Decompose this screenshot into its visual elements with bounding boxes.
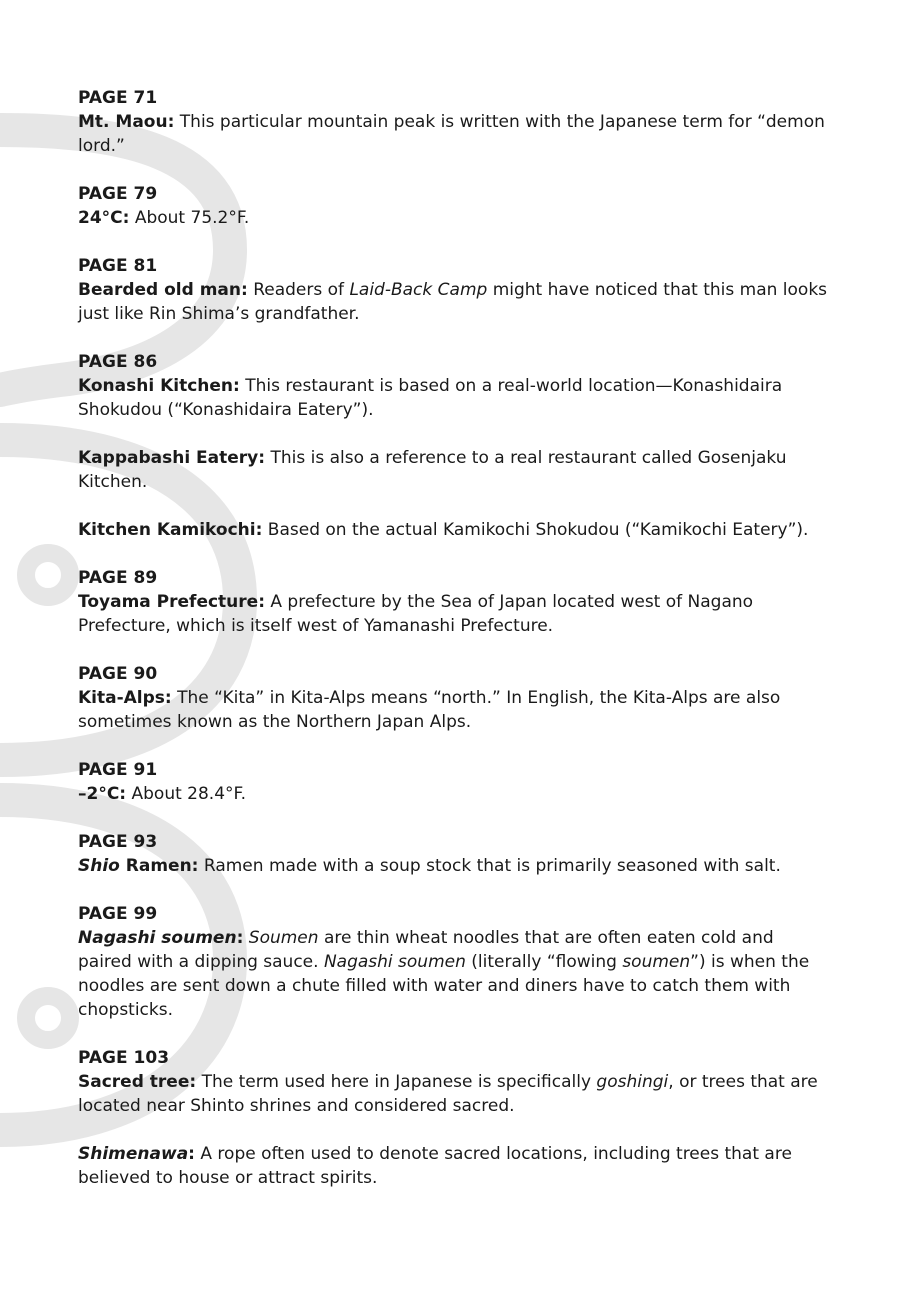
translation-note xyxy=(78,206,828,230)
note-term: Nagashi soumen xyxy=(78,928,237,948)
note-term: Kita-Alps: xyxy=(78,688,172,708)
note-italic-text: goshingi xyxy=(596,1072,669,1092)
note-section xyxy=(78,758,828,806)
note-section xyxy=(78,566,828,638)
note-term: 24°C: xyxy=(78,208,130,228)
note-italic-text: Laid-Back Camp xyxy=(349,280,488,300)
note-term: Shio xyxy=(78,856,120,876)
translation-note xyxy=(78,518,828,542)
page-number-heading: PAGE 86 xyxy=(78,352,158,372)
note-term: Toyama Prefecture: xyxy=(78,592,265,612)
page-number-heading: PAGE 91 xyxy=(78,760,158,780)
watermark-ring xyxy=(26,553,70,597)
page-number-heading: PAGE 81 xyxy=(78,256,158,276)
note-italic-text: Soumen xyxy=(248,928,319,948)
note-term: : xyxy=(188,1144,195,1164)
translation-note xyxy=(78,1142,828,1190)
note-section xyxy=(78,662,828,734)
note-text: This particular mountain peak is written with the Japanese term for “demon lord.” xyxy=(78,112,825,156)
note-text: , or trees that are located near Shinto shrines and considered sacred. xyxy=(78,1072,818,1116)
note-text: This is also a reference to a real restaurant called Gosenjaku Kitchen. xyxy=(78,448,787,492)
translation-note xyxy=(78,782,828,806)
translation-note xyxy=(78,926,828,1022)
translation-note xyxy=(78,590,828,638)
note-text: A rope often used to denote sacred locations, including trees that are believed to house or attract spirits. xyxy=(78,1144,792,1188)
note-italic-text: Nagashi soumen xyxy=(323,952,466,972)
note-text: The term used here in Japanese is specifically xyxy=(196,1072,597,1092)
translation-note xyxy=(78,1070,828,1118)
note-term: –2°C: xyxy=(78,784,127,804)
note-term: Konashi Kitchen: xyxy=(78,376,240,396)
page-number-heading: PAGE 89 xyxy=(78,568,158,588)
page-number-heading: PAGE 99 xyxy=(78,904,158,924)
note-text: A prefecture by the Sea of Japan located west of Nagano Prefecture, which is itself west of Yamanashi Prefecture. xyxy=(78,592,754,636)
note-section xyxy=(78,902,828,1022)
page-number-heading: PAGE 79 xyxy=(78,184,158,204)
note-section xyxy=(78,86,828,158)
note-term: : xyxy=(236,928,244,948)
note-text: This restaurant is based on a real-world location—Konashidaira Shokudou (“Konashidaira Eatery”). xyxy=(78,376,783,420)
note-section xyxy=(78,830,828,878)
watermark-ring xyxy=(26,996,70,1040)
translation-note xyxy=(78,278,828,326)
page-number-heading: PAGE 71 xyxy=(78,88,158,108)
note-text: Ramen made with a soup stock that is primarily seasoned with salt. xyxy=(198,856,781,876)
note-section xyxy=(78,254,828,326)
page-number-heading: PAGE 103 xyxy=(78,1048,170,1068)
note-term: Kappabashi Eatery: xyxy=(78,448,266,468)
translation-note xyxy=(78,446,828,494)
note-term: Ramen: xyxy=(119,856,199,876)
note-term: Kitchen Kamikochi: xyxy=(78,520,263,540)
note-section xyxy=(78,350,828,542)
translation-note xyxy=(78,854,828,878)
note-text: ”) is when the noodles are sent down a chute filled with water and diners have to catch them with chopsticks. xyxy=(78,952,810,1020)
note-italic-text: soumen xyxy=(622,952,691,972)
note-text: might have noticed that this man looks just like Rin Shima’s grandfather. xyxy=(78,280,828,324)
note-text: (literally “flowing xyxy=(465,952,623,972)
note-text: Based on the actual Kamikochi Shokudou (“Kamikochi Eatery”). xyxy=(262,520,809,540)
note-term: Mt. Maou: xyxy=(78,112,175,132)
note-term: Shimenawa xyxy=(78,1144,189,1164)
page-number-heading: PAGE 90 xyxy=(78,664,158,684)
translation-note xyxy=(78,110,828,158)
note-term: Bearded old man: xyxy=(78,280,248,300)
note-text: About 75.2°F. xyxy=(129,208,250,228)
translation-notes xyxy=(78,86,828,1214)
note-term: Sacred tree: xyxy=(78,1072,197,1092)
note-section xyxy=(78,1046,828,1190)
note-text: are thin wheat noodles that are often eaten cold and paired with a dipping sauce. xyxy=(78,928,774,972)
translation-note xyxy=(78,686,828,734)
note-section xyxy=(78,182,828,230)
note-text: Readers of xyxy=(247,280,350,300)
page-number-heading: PAGE 93 xyxy=(78,832,158,852)
translation-note xyxy=(78,374,828,422)
note-text: About 28.4°F. xyxy=(126,784,246,804)
note-text: The “Kita” in Kita-Alps means “north.” In English, the Kita-Alps are also sometimes known as the Northern Japan Alps. xyxy=(78,688,781,732)
